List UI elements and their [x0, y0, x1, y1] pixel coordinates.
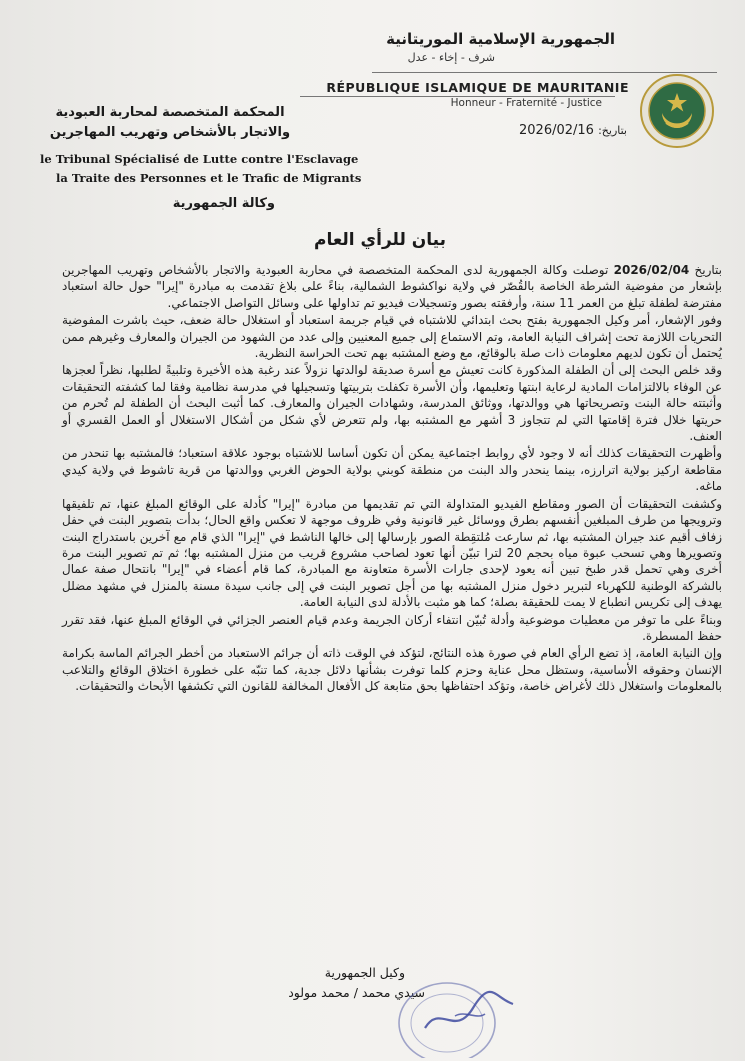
prosecution-office: وكالة الجمهورية [172, 196, 275, 211]
paragraph: وقد خلص البحث إلى أن الطفلة المذكورة كانت تعيش مع أسرة صديقة لوالدتها نزولاً عند رغبة هذه الأخيرة وتلبيةً لطلبها، نظراً لعجزها عن الوفاء بالالتزامات المادية لرعاية ابنتها وتعليمها، وأن الأسرة تكفلت بتربيتها وتسجيلها في مدرسة نظامية وفقا لما كشفته التحقيقات وأثبتته حالة البنت وتصريحاتها هي ووالدتها، ووثائق المدرسة، وشهادات الجيران والمعارف. كما أثبت البحث أن الطفلة لم تُحرم من حريتها خلال فترة إقامتها التي لم تتجاوز 3 أشهر مع المشتبه بها، ولم تتعرض لأي شكل من أشكال الاستغلال أو العمل القسري أو العنف. [62, 363, 723, 444]
country-name-fr: RÉPUBLIQUE ISLAMIQUE DE MAURITANIE [326, 80, 629, 95]
national-emblem-icon [636, 73, 718, 149]
paragraph: بتاريخ 2026/02/04 توصلت وكالة الجمهورية لدى المحكمة المتخصصة في محاربة العبودية والاتجار بالأشخاص وتهريب المهاجرين بإشعار من مفوضية الشرطة الخاصة بالقُصّر في ولاية نواكشوط الشمالية، بناءً على بلاغ تقدمت به مبادرة "إيرا" حول حالة استعباد مفترضة لطفلة تبلغ من العمر 11 سنة، وأرفقته بصور وتسجيلات فيديو تم تداولها على وسائل التواصل الاجتماعي. [62, 263, 723, 310]
signatory-name: سيدي محمد / محمد مولود [288, 985, 425, 1000]
court-name-fr-line2: la Traite des Personnes et le Trafic de Migrants [56, 171, 362, 185]
country-name-ar: الجمهورية الإسلامية الموريتانية [386, 30, 615, 48]
motto-ar: شرف - إخاء - عدل [407, 51, 495, 64]
paragraph: وفور الإشعار، أمر وكيل الجمهورية بفتح بحث ابتدائي للاشتباه في قيام جريمة استعباد أو استغلال حالة ضعف، حيث باشرت المفوضية التحريات اللازمة تحت إشراف النيابة العامة، وتم الاستماع إلى جميع المعنيين وإلى عدد من الشهود من الجيران والمعارف وغيرهم ممن يُحتمل أن تكون لديهم معلومات ذات صلة بالوقائع، مع وضع المشتبه بهم تحت الحراسة النظرية. [62, 313, 722, 361]
document-date [519, 123, 627, 138]
court-name-fr [40, 150, 361, 188]
date-label: بتاريخ: [598, 124, 627, 137]
signatory-title: وكيل الجمهورية [324, 965, 405, 980]
statement-title: بيان للرأي العام [313, 230, 446, 250]
statement-body [62, 262, 722, 696]
paragraph: وأظهرت التحقيقات كذلك أنه لا وجود لأي روابط اجتماعية يمكن أن تكون أساسا للاشتباه بوجود علاقة استعباد؛ فالمشتبه بها تنحدر من مقاطعة اركيز بولاية اترارزه، بينما ينحدر والد البنت من منطقة كوبني بولاية الحوض الغربي ووالدتها من قرية تاشوط في ولاية كيدي ماغه. [62, 446, 722, 494]
court-name-ar-line1: المحكمة المتخصصة لمحاربة العبودية [55, 105, 285, 120]
motto-fr: Honneur - Fraternité - Justice [450, 97, 602, 109]
paragraph: وإن النيابة العامة، إذ تضع الرأي العام في صورة هذه النتائج، لتؤكد في الوقت ذاته أن جرائم الاستعباد من أخطر الجرائم الماسة بكرامة الإنسان وحقوقه الأساسية، وستظل محل عناية وحزم كلما توفرت بشأنها دلائل جدية، كما تنبّه على خطورة اختلاق الوقائع والتلاعب بالمعلومات واستغلال ذلك لأغراض خاصة، وتؤكد احتفاظها بحق متابعة كل الأفعال المخالفة للقانون التي تكشفها الأبحاث والتحقيقات. [62, 646, 722, 694]
paragraph: وكشفت التحقيقات أن الصور ومقاطع الفيديو المتداولة التي تم تقديمها من مبادرة "إيرا" كأدلة على الوقائع المبلغ عنها، تم تلفيقها وترويجها من طرف المبلغين أنفسهم بطرق ووسائل غير قانونية وفي ظروف موجهة لا تعكس واقع الحال؛ بدأت بتصوير البنت في حفل زفاف أقيم عند جيران المشتبه بها، ثم سارعت مُلتقِطة الصور بإرسالها إلى خالها الناشط في "إيرا" الذي قام مع آخرين باستدراج البنت وتصويرها وهي تسحب عبوة مياه بحجم 20 لترا تبيّن أنها تعود لصاحب مشروع قريب من منزل المشتبه بها؛ ثم تم تصوير البنت مرة أخرى وهي تحمل قدر طبخ تبين أنه يعود لإحدى جارات الأسرة متعاونة مع المبادرة، كما قام أعضاء في "إيرا" بانتحال صفة عمال بالشركة الوطنية للكهرباء لتبرير دخول منزل المشتبه بها من أجل تصوير البنت في إلى جانب سيدة مسنة بالمنزل في مشهد مضلل يهدف إلى تكريس انطباع لا يمت للحقيقة بصلة؛ كما هو مثبت بالأدلة لدى النيابة العامة. [62, 496, 722, 610]
paragraph: وبناءً على ما توفر من معطيات موضوعية وأدلة تُبيّن انتفاء أركان الجريمة وعدم قيام العنصر الجزائي في الوقائع المبلغ عنها، فقد تقرر حفظ المسطرة. [62, 612, 722, 643]
court-name-fr-line1: le Tribunal Spécialisé de Lutte contre l'Esclavage [40, 152, 359, 166]
court-name-ar [35, 103, 305, 143]
official-stamp-icon [385, 968, 525, 1058]
date-value: 2026/02/16 [519, 123, 594, 138]
court-name-ar-line2: والاتجار بالأشخاص وتهريب المهاجرين [49, 125, 291, 140]
